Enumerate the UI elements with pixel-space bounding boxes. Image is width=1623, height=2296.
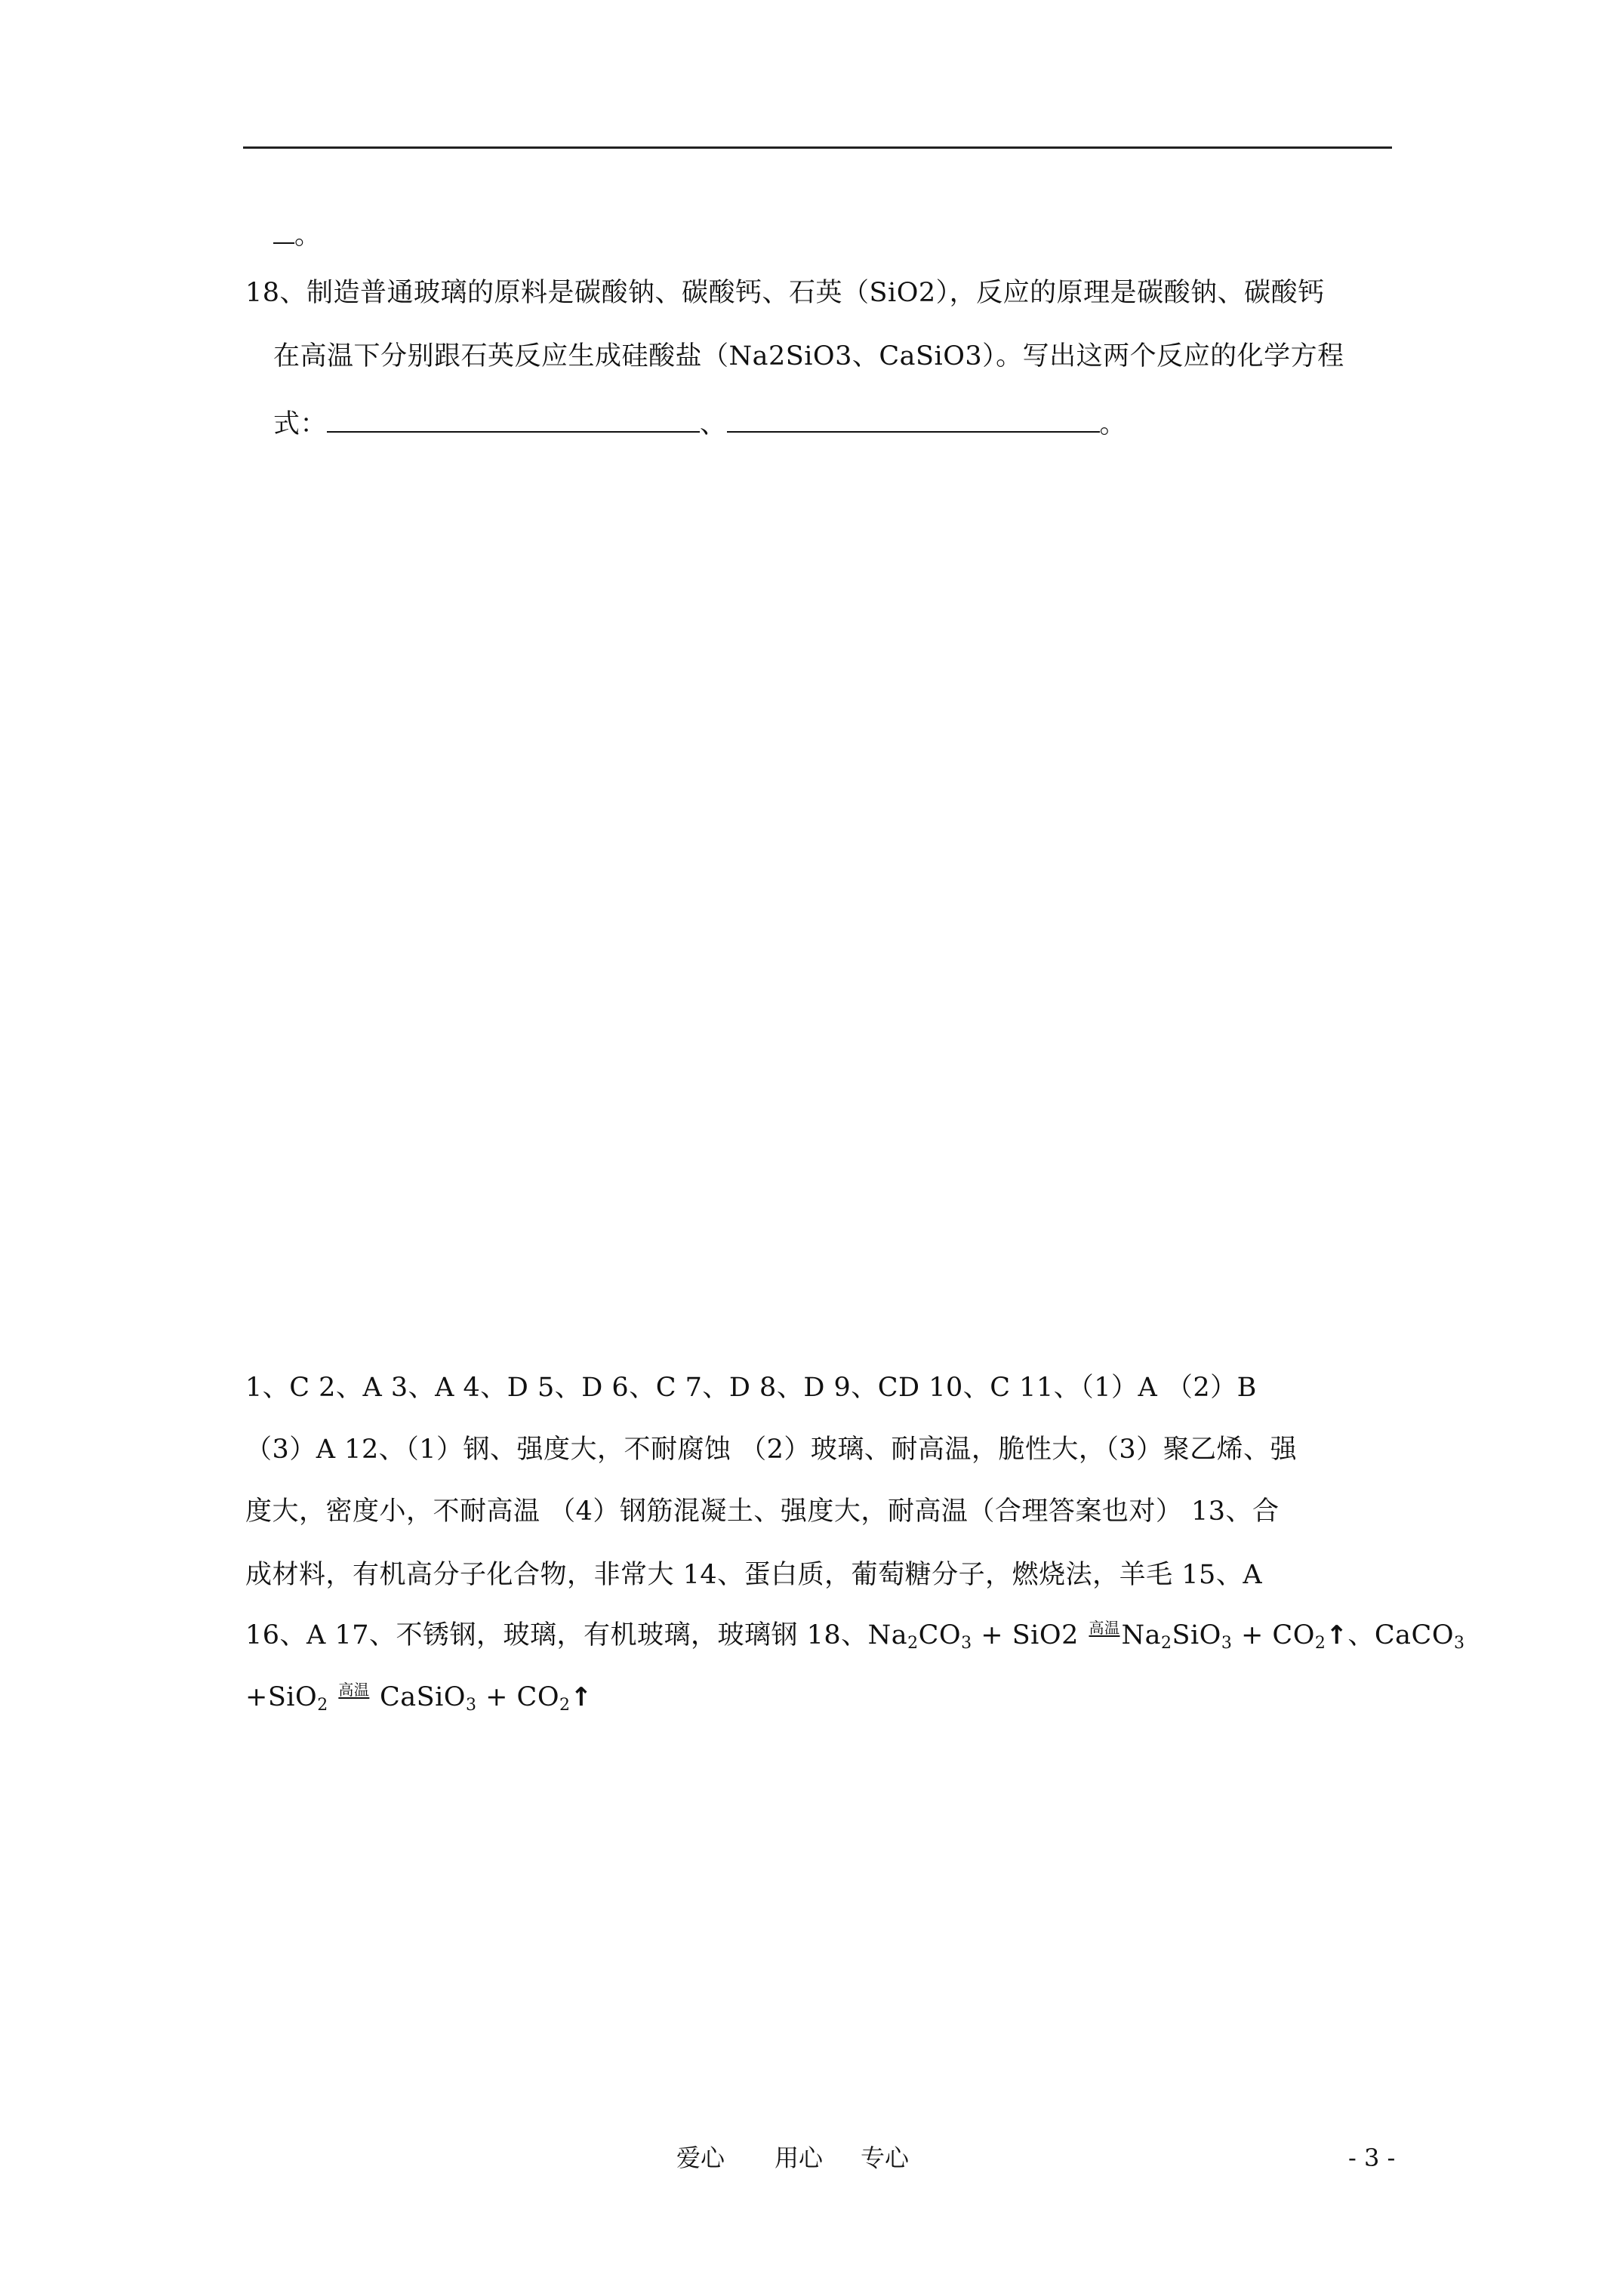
answers-line-2: （3）A 12、（1）钢、强度大，不耐腐蚀 （2）玻璃、耐高温，脆性大，（3）聚乙烯、强 xyxy=(245,1435,1298,1465)
question-18-line-1: 18、制造普通玻璃的原料是碳酸钠、碳酸钙、石英（SiO2），反应的原理是碳酸钠、碳酸钙 xyxy=(245,278,1325,308)
answer-blank[interactable] xyxy=(273,220,294,244)
reaction-condition: 高温 xyxy=(338,1681,370,1699)
footer-motto-3: 专心 xyxy=(861,2143,910,2172)
header-rule xyxy=(243,146,1392,149)
previous-question-tail xyxy=(273,219,322,252)
equation-2-blank[interactable] xyxy=(727,408,1100,433)
answers-line-1: 1、C 2、A 3、A 4、D 5、D 6、C 7、D 8、D 9、CD 10、C 11、（1）A （2）B xyxy=(245,1373,1257,1403)
reaction-condition: 高温 xyxy=(1089,1619,1120,1637)
answers-line-6 xyxy=(245,1681,593,1714)
gas-arrow-icon: ↑ xyxy=(570,1682,593,1712)
footer-motto-1: 爱心 xyxy=(676,2143,725,2172)
equation-1: $Na_2CO_3 + SiO2$ 高温 $Na_2SiO_3$ + $CO_2↑$、CaCO$_3$ xyxy=(867,1619,1465,1653)
gas-arrow-icon: ↑ xyxy=(1326,1620,1348,1650)
answers-line-5-text: 16、A 17、不锈钢，玻璃，有机玻璃，玻璃钢 18、 xyxy=(245,1620,868,1650)
question-18-prefix: 式： xyxy=(273,409,328,439)
answers-line-4: 成材料，有机高分子化合物，非常大 14、蛋白质，葡萄糖分子，燃烧法，羊毛 15、A xyxy=(245,1560,1263,1590)
equation-1-blank[interactable] xyxy=(327,408,700,433)
answers-line-3: 度大，密度小，不耐高温 （4）钢筋混凝土、强度大，耐高温（合理答案也对） 13、合 xyxy=(245,1496,1280,1527)
footer-motto-2: 用心 xyxy=(775,2143,824,2172)
question-18-line-3 xyxy=(273,408,1126,441)
question-18-separator: 、 xyxy=(700,409,727,439)
tail-suffix: 。 xyxy=(294,220,322,251)
question-18-suffix: 。 xyxy=(1099,409,1127,439)
question-18-line-2: 在高温下分别跟石英反应生成硅酸盐（Na2SiO3、CaSiO3）。写出这两个反应的化学方程 xyxy=(273,341,1344,371)
equation-2: +SiO$_2$ 高温 CaSiO$_3$ + $CO_2↑$ xyxy=(245,1681,593,1715)
answers-line-5 xyxy=(245,1619,1465,1652)
page-number: - 3 - xyxy=(1348,2143,1396,2172)
